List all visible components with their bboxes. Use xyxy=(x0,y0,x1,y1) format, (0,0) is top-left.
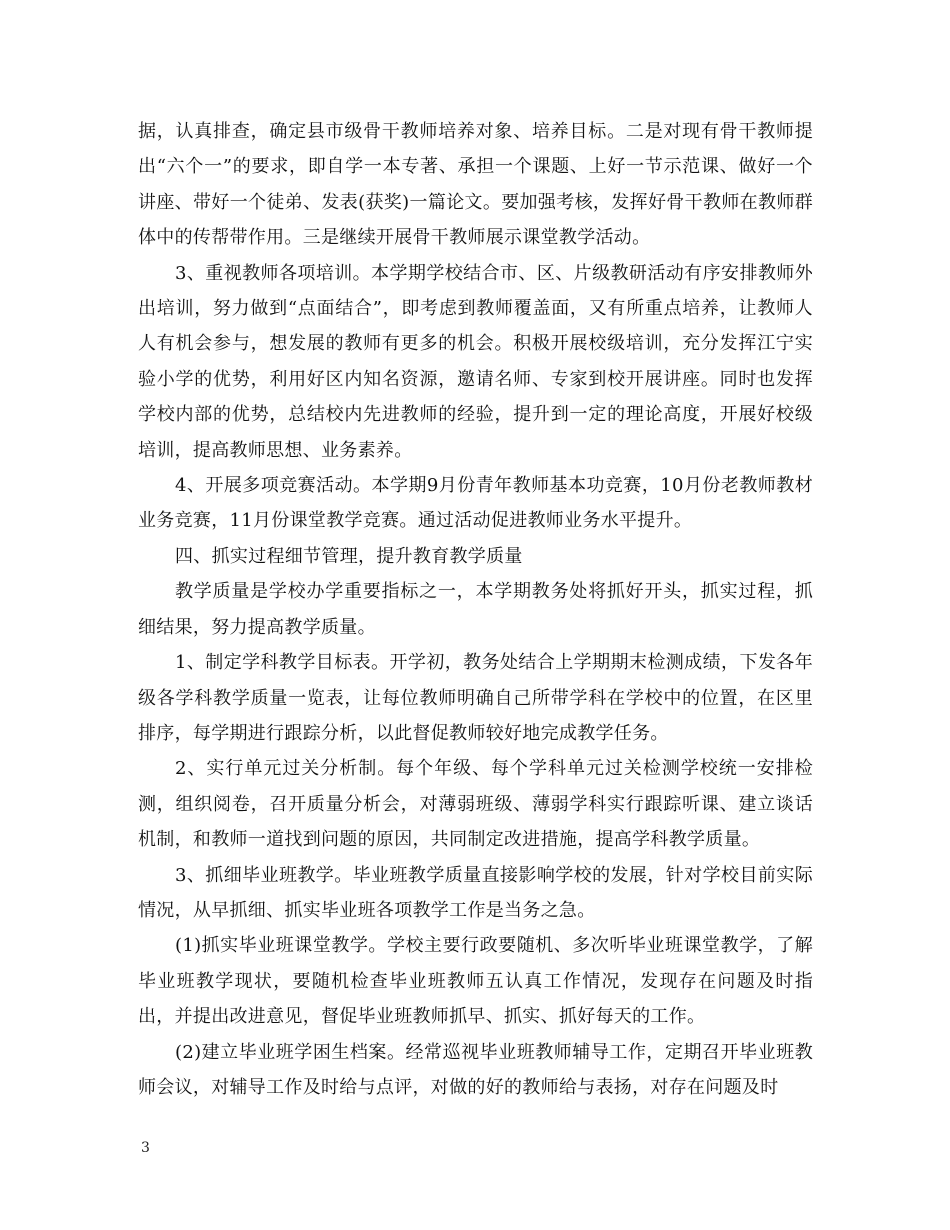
paragraph-unit-analysis: 2、实行单元过关分析制。每个年级、每个学科单元过关检测学校统一安排检测，组织阅卷，召开质量分析会，对薄弱班级、薄弱学科实行跟踪听课、建立谈话机制，和教师一道找到问题的原因，共同制定改进措施，提高学科教学质量。 xyxy=(138,758,813,851)
paragraph-teacher-training: 3、重视教师各项培训。本学期学校结合市、区、片级教研活动有序安排教师外出培训，努力做到“点面结合”，即考虑到教师覆盖面，又有所重点培养，让教师人人有机会参与，想发展的教师有更多的机会。积极开展校级培训，充分发挥江宁实验小学的优势，利用好区内知名资源，邀请名师、专家到校开展讲座。同时也发挥学校内部的优势，总结校内先进教师的经验，提升到一定的理论高度，开展好校级培训，提高教师思想、业务素养。 xyxy=(138,262,813,461)
paragraph-competitions: 4、开展多项竞赛活动。本学期9月份青年教师基本功竞赛，10月份老教师教材业务竞赛，11月份课堂教学竞赛。通过活动促进教师业务水平提升。 xyxy=(138,475,813,532)
paragraph-graduating-class: 3、抓细毕业班教学。毕业班教学质量直接影响学校的发展，针对学校目前实际情况，从早抓细、抓实毕业班各项教学工作是当务之急。 xyxy=(138,864,813,921)
paragraph-continuation: 据，认真排查，确定县市级骨干教师培养对象、培养目标。二是对现有骨干教师提出“六个一”的要求，即自学一本专著、承担一个课题、上好一节示范课、做好一个讲座、带好一个徒弟、发表(获奖)一篇论文。要加强考核，发挥好骨干教师在教师群体中的传帮带作用。三是继续开展骨干教师展示课堂教学活动。 xyxy=(138,121,813,249)
paragraph-teaching-quality: 教学质量是学校办学重要指标之一，本学期教务处将抓好开头，抓实过程，抓细结果，努力提高教学质量。 xyxy=(138,581,813,638)
paragraph-classroom-teaching: (1)抓实毕业班课堂教学。学校主要行政要随机、多次听毕业班课堂教学，了解毕业班教学现状，要随机检查毕业班教师五认真工作情况，发现存在问题及时指出，并提出改进意见，督促毕业班教师抓早、抓实、抓好每天的工作。 xyxy=(138,935,813,1028)
section-heading-four: 四、抓实过程细节管理，提升教育教学质量 xyxy=(175,545,523,567)
document-body xyxy=(138,114,813,1105)
page-number: 3 xyxy=(141,1140,150,1156)
paragraph-target-table: 1、制定学科教学目标表。开学初，教务处结合上学期期末检测成绩，下发各年级各学科教学质量一览表，让每位教师明确自己所带学科在学校中的位置，在区里排序，每学期进行跟踪分析，以此督促教师较好地完成教学任务。 xyxy=(138,652,813,744)
paragraph-student-records: (2)建立毕业班学困生档案。经常巡视毕业班教师辅导工作，定期召开毕业班教师会议，对辅导工作及时给与点评，对做的好的教师给与表扬，对存在问题及时 xyxy=(138,1041,813,1098)
